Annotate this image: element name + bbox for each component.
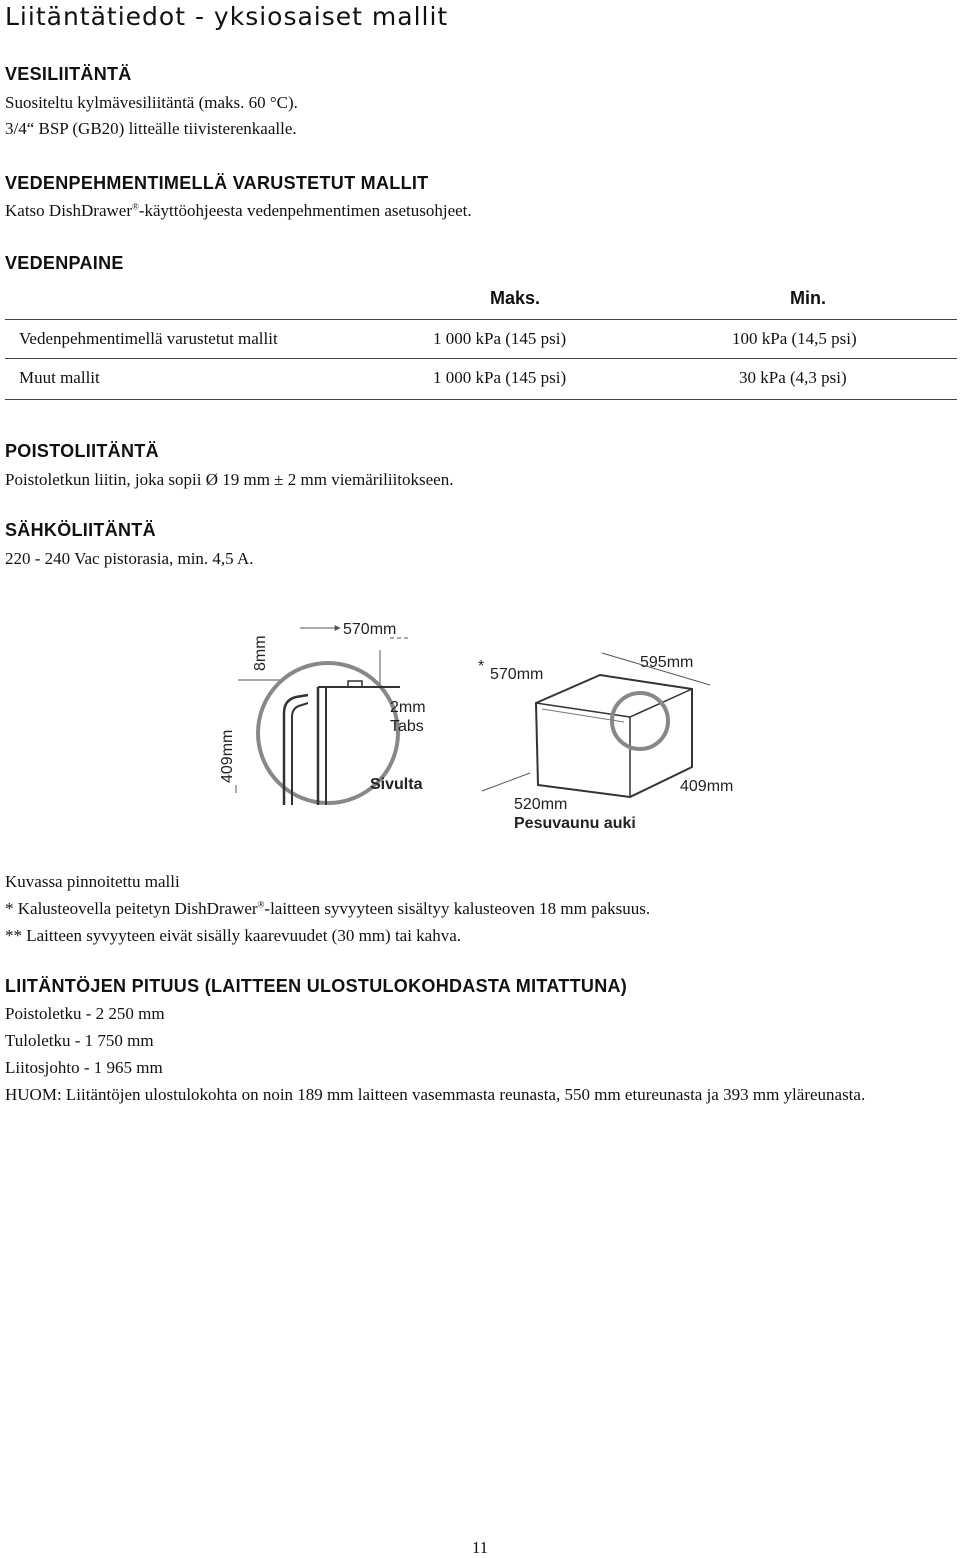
connection-lengths-heading: LIITÄNTÖJEN PITUUS (LAITTEEN ULOSTULOKOHDASTA MITATTUNA) — [5, 976, 628, 996]
basket-open-label: Pesuvaunu auki — [514, 815, 636, 832]
inlet-hose-length: Tuloletku - 1 750 mm — [5, 1031, 154, 1050]
water-connection-text-2: 3/4“ BSP (GB20) litteälle tiivisterenkaalle. — [5, 119, 297, 138]
page-title: Liitäntätiedot - yksiosaiset mallit — [5, 2, 449, 31]
row-other-min: 30 kPa (4,3 psi) — [739, 368, 847, 387]
registered-mark: ® — [132, 201, 139, 212]
dim-8-label: 8mm — [252, 635, 269, 671]
drain-heading: POISTOLIITÄNTÄ — [5, 441, 159, 461]
drain-text: Poistoletkun liitin, joka sopii Ø 19 mm ± 2 mm viemäriliitokseen. — [5, 470, 454, 489]
dimension-figure — [200, 605, 760, 835]
row-softener-max: 1 000 kPa (145 psi) — [433, 329, 567, 348]
dimension-drawing — [200, 605, 760, 835]
table-rule-top — [5, 319, 957, 320]
softener-text-start: Katso DishDrawer — [5, 201, 132, 220]
table-rule-middle — [5, 358, 957, 359]
note-asterisk-1-end: -laitteen syvyyteen sisältyy kalusteoven 18 mm paksuus. — [264, 899, 651, 918]
dim-2mm-label: 2mm — [390, 699, 426, 716]
connection-outlet-note: HUOM: Liitäntöjen ulostulokohta on noin 189 mm laitteen vasemmasta reunasta, 550 mm etureunasta ja 393 mm yläreunasta. — [5, 1085, 866, 1104]
electric-heading: SÄHKÖLIITÄNTÄ — [5, 520, 156, 540]
page-number: 11 — [471, 1538, 489, 1557]
softener-text — [5, 198, 472, 224]
side-view-label: Sivulta — [370, 776, 423, 793]
note-asterisk-2: ** Laitteen syvyyteen eivät sisälly kaarevuudet (30 mm) tai kahva. — [5, 926, 462, 945]
connection-lengths — [5, 1000, 950, 1108]
water-connection-text-1: Suositeltu kylmävesiliitäntä (maks. 60 °C). — [5, 93, 298, 112]
water-pressure-heading: VEDENPAINE — [5, 253, 124, 273]
dim-595-label: 595mm — [640, 654, 694, 671]
dim-409-left-label: 409mm — [219, 729, 236, 783]
electric-text: 220 - 240 Vac pistorasia, min. 4,5 A. — [5, 549, 254, 568]
note-coated-model: Kuvassa pinnoitettu malli — [5, 872, 180, 891]
water-pressure-table — [5, 283, 957, 401]
appliance-outline — [536, 675, 692, 797]
dim-570-iso-label: 570mm — [490, 666, 544, 683]
power-cord-length: Liitosjohto - 1 965 mm — [5, 1058, 163, 1077]
column-header-max: Maks. — [490, 288, 541, 308]
note-asterisk-1 — [5, 895, 650, 922]
row-softener-label: Vedenpehmentimellä varustetut mallit — [19, 329, 278, 348]
dim-570-top-label: 570mm — [343, 621, 397, 638]
dim-520-label: 520mm — [514, 796, 568, 813]
dim-520-line — [482, 773, 530, 791]
drain-hose-length: Poistoletku - 2 250 mm — [5, 1004, 165, 1023]
dim-409-right-label: 409mm — [680, 778, 734, 795]
softener-heading: VEDENPEHMENTIMELLÄ VARUSTETUT MALLIT — [5, 173, 429, 193]
table-rule-bottom — [5, 399, 957, 400]
row-other-label: Muut mallit — [19, 368, 100, 387]
column-header-min: Min. — [790, 288, 826, 308]
figure-notes — [5, 868, 650, 949]
softener-text-end: -käyttöohjeesta vedenpehmentimen asetusohjeet. — [138, 201, 472, 220]
tabs-label: Tabs — [390, 718, 424, 735]
side-panel-inner — [292, 703, 308, 805]
water-connection-heading: VESILIITÄNTÄ — [5, 64, 132, 84]
row-softener-min: 100 kPa (14,5 psi) — [732, 329, 857, 348]
registered-mark-2: ® — [257, 899, 265, 910]
row-other-max: 1 000 kPa (145 psi) — [433, 368, 567, 387]
note-asterisk-1-start: * Kalusteovella peitetyn DishDrawer — [5, 899, 258, 918]
asterisk-mark: * — [478, 658, 485, 675]
